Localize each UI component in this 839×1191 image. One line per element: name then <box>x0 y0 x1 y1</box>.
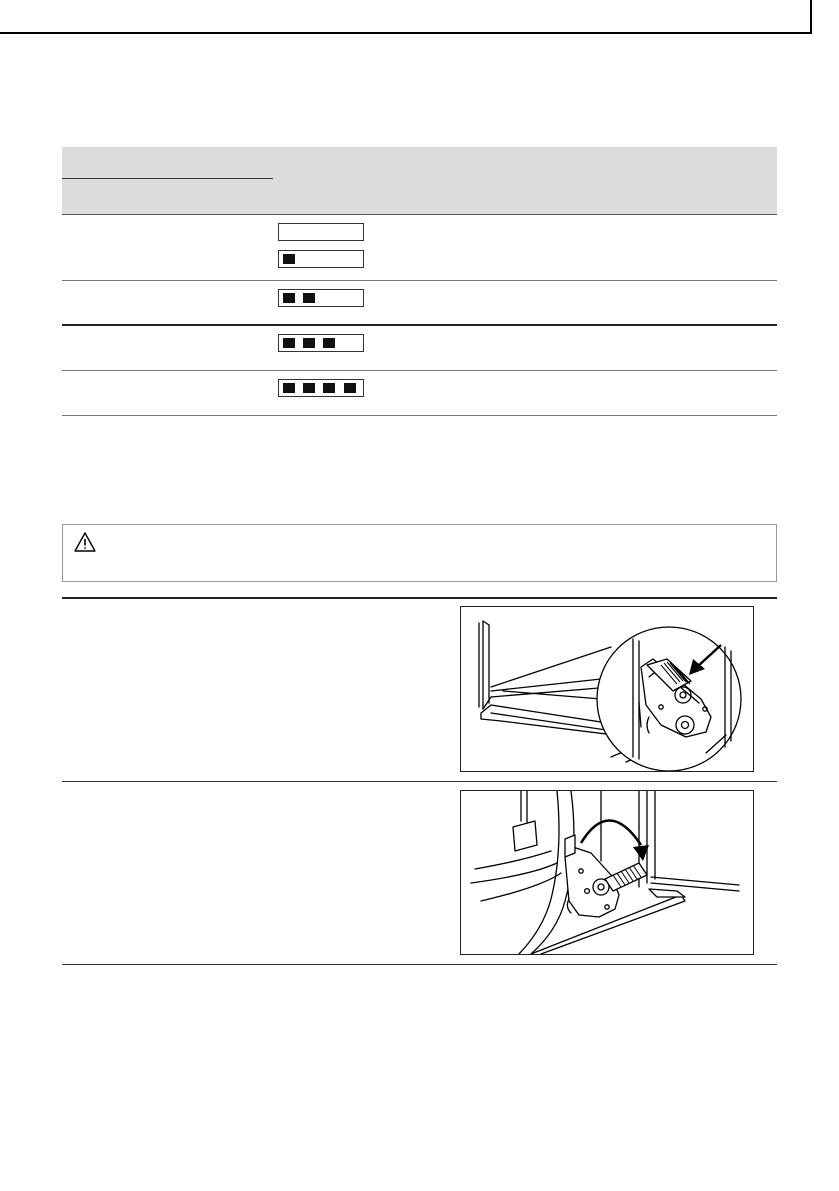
header-subline <box>62 178 273 179</box>
indicator-square <box>283 338 295 348</box>
table-row <box>62 371 777 416</box>
hinge-lever-raise-drawing <box>461 607 753 771</box>
indicator-two-squares <box>278 289 364 307</box>
indicator-empty <box>278 223 364 241</box>
indicator-square <box>303 293 315 303</box>
indicator-square <box>283 293 295 303</box>
table-row <box>62 281 777 326</box>
top-rule <box>0 32 811 34</box>
indicator-square <box>323 338 335 348</box>
indicator-square <box>303 338 315 348</box>
warning-triangle-icon <box>74 532 96 552</box>
indicator-table <box>62 147 777 416</box>
indicator-square <box>344 383 356 393</box>
indicator-square <box>283 383 295 393</box>
warning-box <box>62 524 777 582</box>
indicator-square <box>283 254 295 264</box>
table-header <box>62 147 777 215</box>
indicator-one-square <box>278 250 364 268</box>
indicator-four-squares <box>278 379 364 397</box>
step-separator <box>62 597 777 599</box>
table-row <box>62 215 777 281</box>
hinge-lever-raise-illustration <box>460 606 754 772</box>
hinge-lever-rotate-drawing <box>461 791 753 954</box>
indicator-square <box>303 383 315 393</box>
crop-mark <box>810 0 812 34</box>
table-row <box>62 326 777 371</box>
step-separator <box>62 781 777 782</box>
hinge-lever-rotate-illustration <box>460 790 754 955</box>
step-separator <box>62 964 777 965</box>
indicator-square <box>323 383 335 393</box>
indicator-three-squares <box>278 334 364 352</box>
